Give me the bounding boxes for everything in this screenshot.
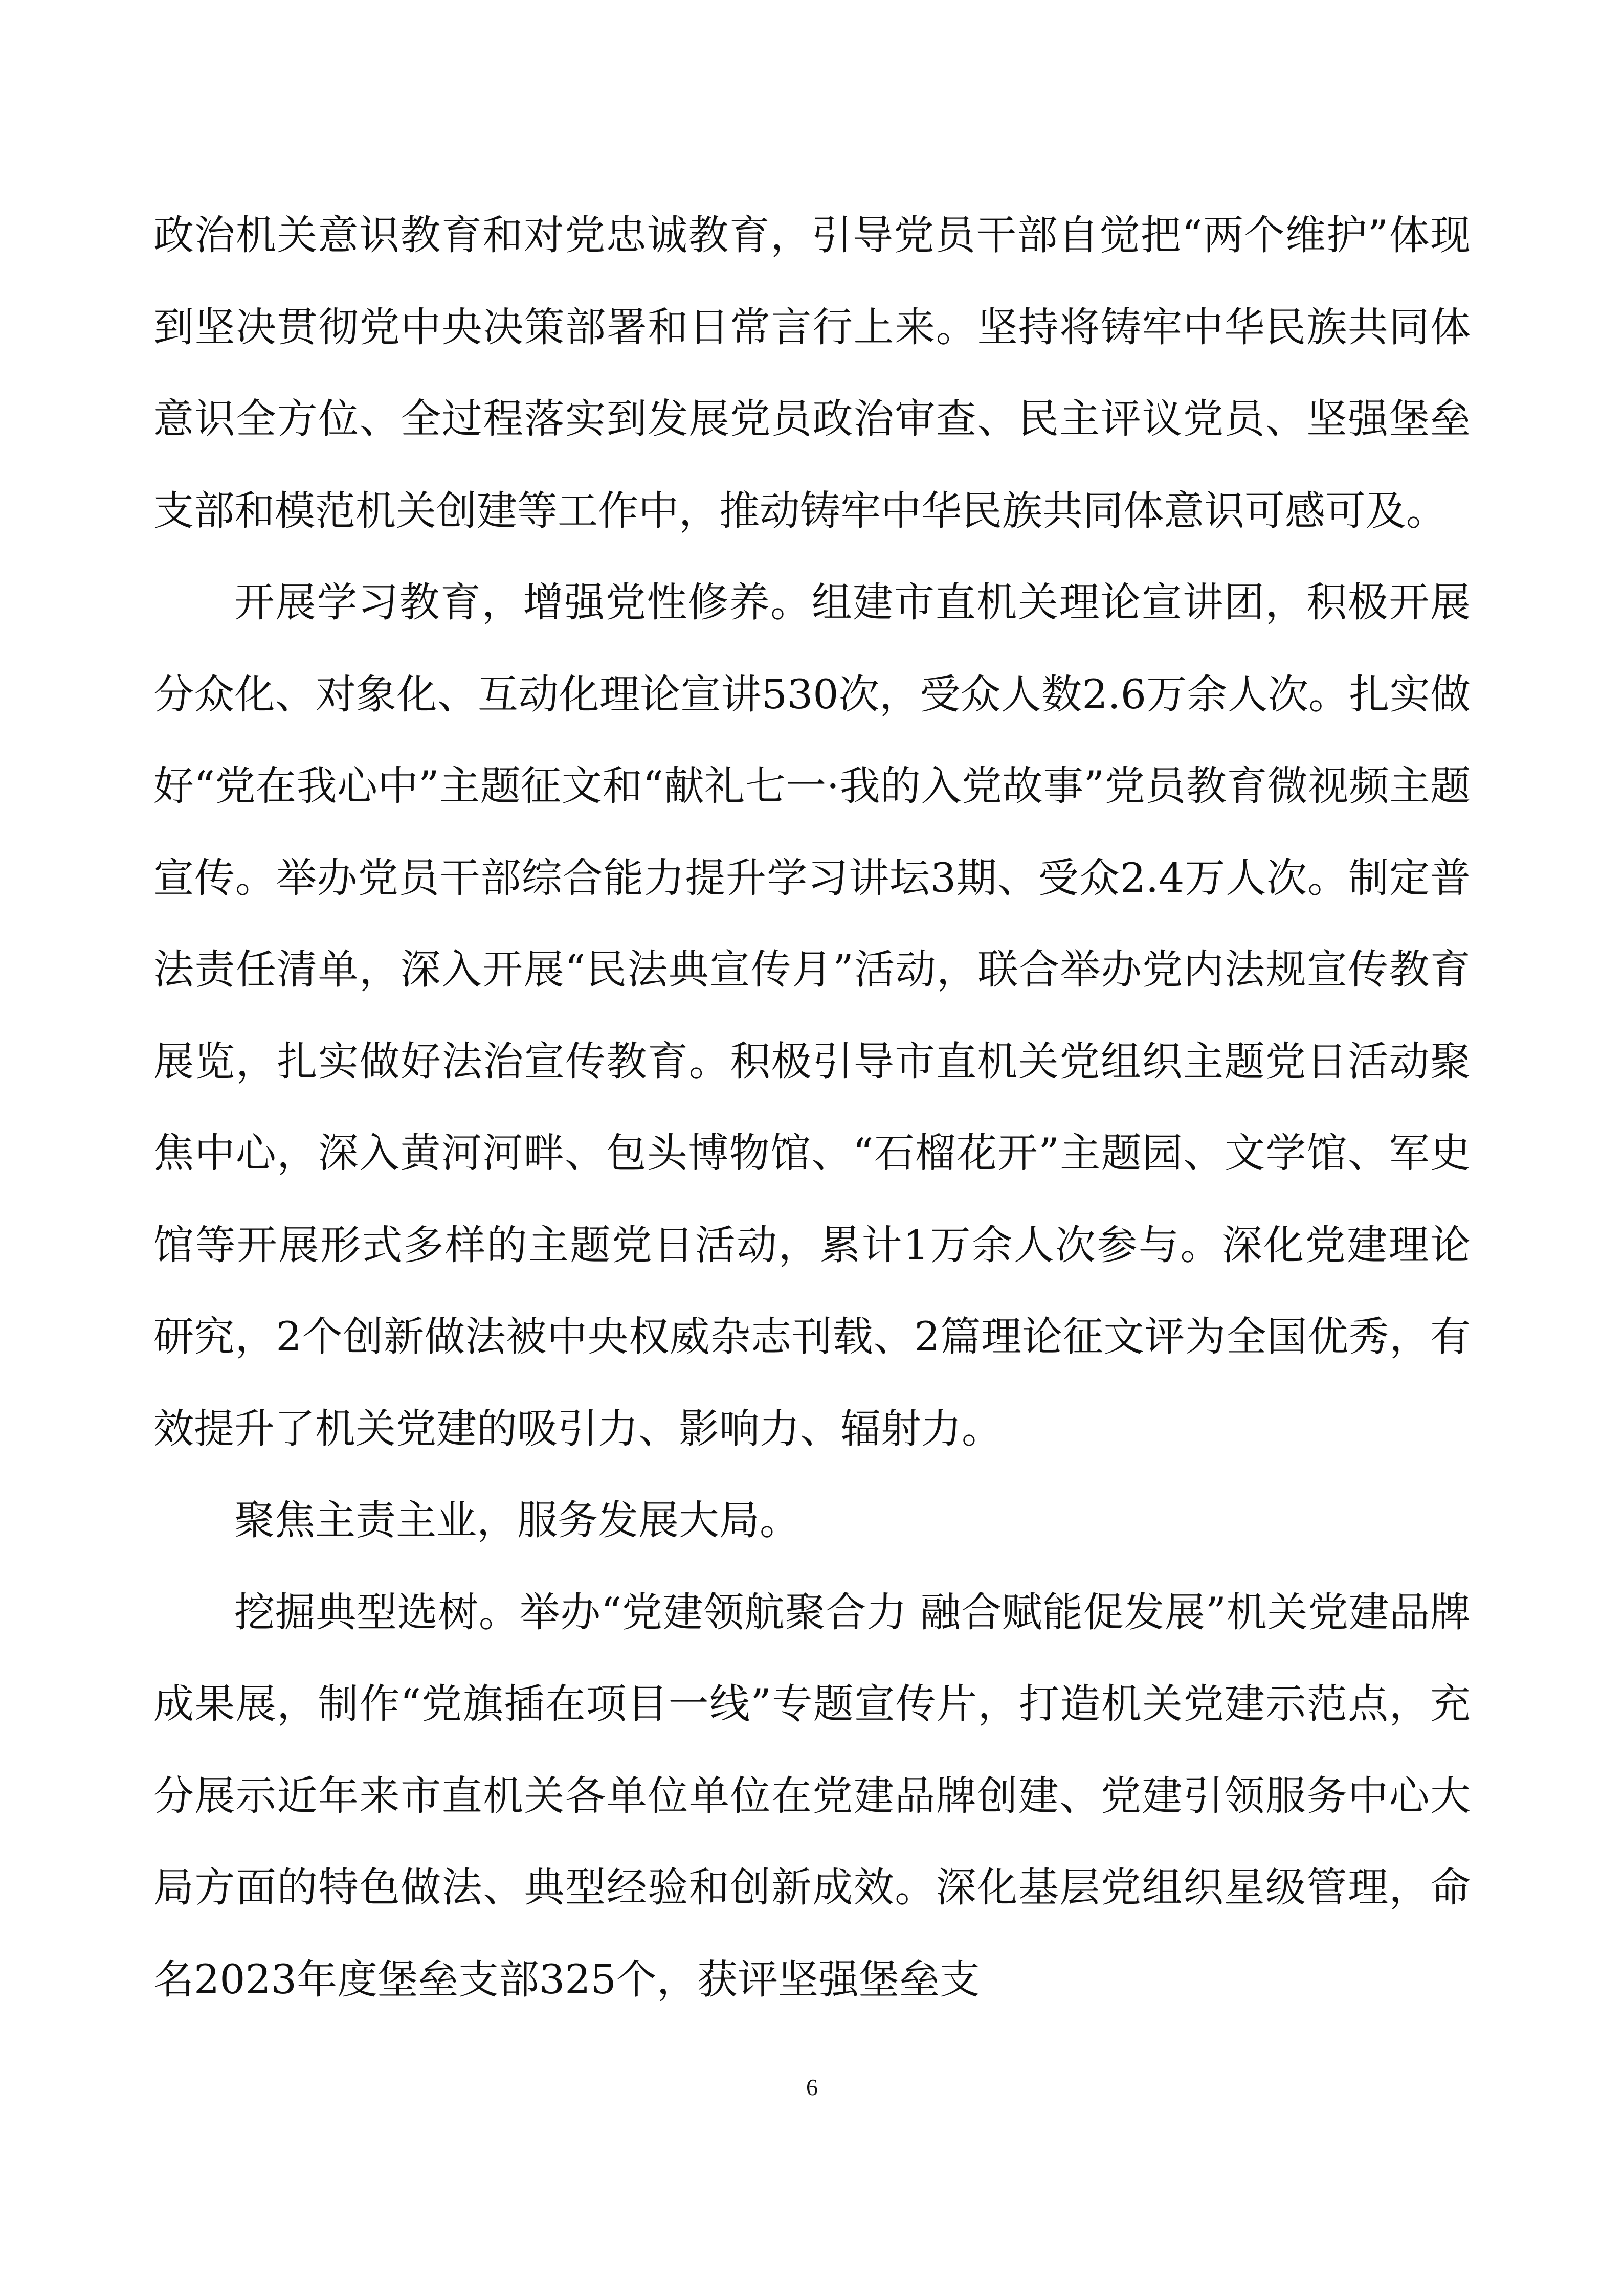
page-number: 6	[806, 2074, 818, 2100]
paragraph-section-heading: 聚焦主责主业，服务发展大局。	[234, 1497, 800, 1544]
paragraph-continuation: 政治机关意识教育和对党忠诚教育，引导党员干部自觉把“两个维护”体现到坚决贯彻党中央决策部署和日常言行上来。坚持将铸牢中华民族共同体意识全方位、全过程落实到发展党员政治审查、民主评议党员、坚强堡垒支部和模范机关创建等工作中，推动铸牢中华民族共同体意识可感可及。	[153, 212, 1471, 534]
paragraph-typical-selection: 挖掘典型选树。举办“党建领航聚合力 融合赋能促发展”机关党建品牌成果展，制作“党旗插在项目一线”专题宣传片，打造机关党建示范点，充分展示近年来市直机关各单位单位在党建品牌创建、党建引领服务中心大局方面的特色做法、典型经验和创新成效。深化基层党组织星级管理，命名2023年度堡垒支部325个，获评坚强堡垒支	[153, 1588, 1471, 2003]
body-text	[153, 190, 1471, 2025]
paragraph-study-education: 开展学习教育，增强党性修养。组建市直机关理论宣讲团，积极开展分众化、对象化、互动化理论宣讲530次，受众人数2.6万余人次。扎实做好“党在我心中”主题征文和“献礼七一·我的入党故事”党员教育微视频主题宣传。举办党员干部综合能力提升学习讲坛3期、受众2.4万人次。制定普法责任清单，深入开展“民法典宣传月”活动，联合举办党内法规宣传教育展览，扎实做好法治宣传教育。积极引导市直机关党组织主题党日活动聚焦中心，深入黄河河畔、包头博物馆、“石榴花开”主题园、文学馆、军史馆等开展形式多样的主题党日活动，累计1万余人次参与。深化党建理论研究，2个创新做法被中央权威杂志刊载、2篇理论征文评为全国优秀，有效提升了机关党建的吸引力、影响力、辐射力。	[153, 579, 1471, 1452]
